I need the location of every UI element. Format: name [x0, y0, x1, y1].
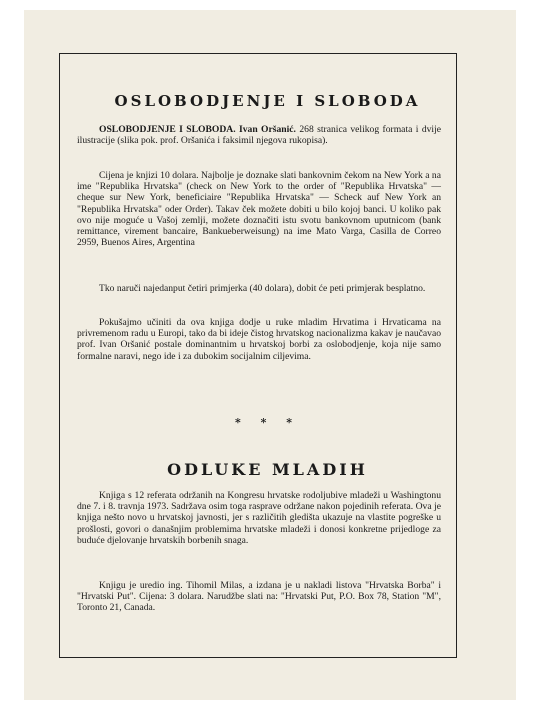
- section-heading-odluke: ODLUKE MLADIH: [167, 460, 368, 479]
- odluke-order-paragraph: Knjigu je uredio ing. Tihomil Milas, a izdana je u nakladi listova "Hrvatska Borba" i "Hrvatski Put". Cijena: 3 dolara. Narudžbe slati na: "Hrvatski Put, P.O. Box 78, Station "M", Toronto 21, Canada.: [77, 580, 441, 614]
- book-title-author: OSLOBODJENJE I SLOBODA. Ivan Oršanić.: [99, 124, 296, 135]
- bulk-offer-paragraph: Tko naruči najedanput četiri primjerka (40 dolara), dobit će peti primjerak besplatno.: [99, 283, 426, 294]
- book-description: 268 stranica velikog formata i dvije ilustracije (slika pok. prof. Oršanića i faksimil njegova rukopisa).: [77, 124, 441, 147]
- price-paragraph: Cijena je knjizi 10 dolara. Najbolje je doznake slati bankovnim čekom na New York a na ime "Republika Hrvatska" (check on New York to the order of "Republika Hrvatska" — cheque sur New York, beneficiaire "Republika Hrvatska" — Scheck auf New York an "Republika Hrvatska" oder Order). Takav ček možete dobiti u bilo kojoj banci. U koliko pak ovo nije moguće u Vašoj zemlji, možete doznačiti istu svotu bankovnom uputnicom (bank remittance, virement bancaire, Bankueberweisung) na ime Mato Varga, Casilla de Correo 2959, Buenos Aires, Argentina: [77, 170, 441, 249]
- section-heading-oslobodjenje: OSLOBODJENJE I SLOBODA: [114, 92, 421, 110]
- appeal-paragraph: Pokušajmo učiniti da ova knjiga dodje u ruke mladim Hrvatima i Hrvaticama na privremenom radu u Europi, tako da bi ideje čistog hrvatskog nacionalizma kakav je naučavao prof. Ivan Oršanić postale dominantnim u hrvatskoj borbi za oslobodjenje, koja nije samo formalne naravi, nego ide i za dubokim socijalnim ciljevima.: [77, 317, 441, 362]
- odluke-description-paragraph: Knjiga s 12 referata održanih na Kongresu hrvatske rodoljubive mladeži u Washingtonu dne 7. i 8. travnja 1973. Sadržava osim toga rasprave održane nakon pojedinih referata. Ova je knjiga nešto novo u hrvatskoj javnosti, jer s različitih gledišta ukazuje na vlastite pogreške u prošlosti, govori o današnjim problemima hrvatske mladeži i donosi konkretne prijedloge za buduće djelovanje hrvatskih borbenih snaga.: [77, 490, 441, 546]
- book-intro-paragraph: [77, 124, 441, 146]
- section-separator: * * *: [235, 416, 300, 429]
